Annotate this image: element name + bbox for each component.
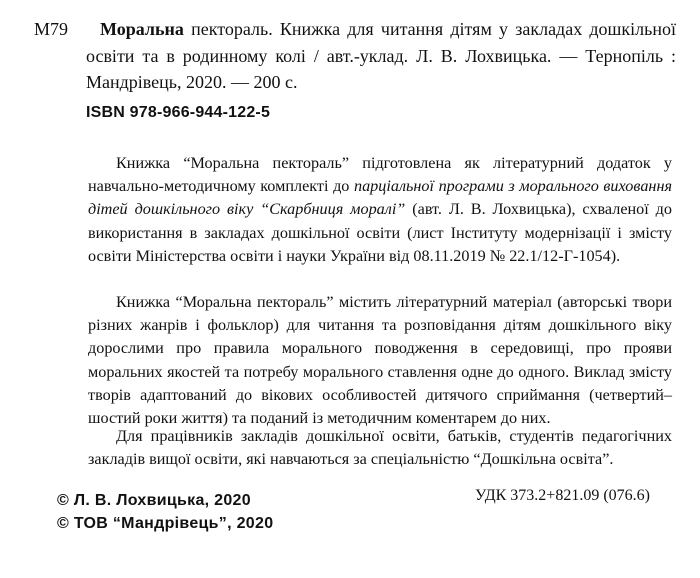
bibliographic-record	[86, 16, 676, 96]
annotation-text: Для працівників закладів дошкільної освіти, батьків, студентів педагогічних закладів вищої освіти, які навчаються за спеціальністю “Дошкільна освіта”.	[88, 427, 672, 469]
catalog-code: М79	[34, 19, 69, 39]
annotation-paragraph-3	[88, 425, 672, 471]
annotation-paragraph-1	[88, 152, 672, 268]
program-title-italic: парціальної програми з морального виховання дітей дошкільного віку “Скарбниця моралі”	[88, 177, 672, 219]
annotation-text: Книжка “Моральна пектораль” підготовлена як літературний додаток у навчально-методичному комплекті до	[88, 154, 672, 196]
copyright-author: © Л. В. Лохвицька, 2020	[57, 492, 251, 509]
copyright-publisher: © ТОВ “Мандрівець”, 2020	[57, 515, 274, 532]
annotation-text: Книжка “Моральна пектораль” містить літературний матеріал (авторські твори різних жанрів і фольклор) для читання та розповідання дітям дошкільного віку дорослими про правила морального поводження в середовищі, про прояви моральних якостей та потребу морального ставлення одне до одного. Виклад змісту творів адаптований до вікових особливостей дитячого сприймання (четвертий–шостий роки життя) та поданий із методичним коментарем до них.	[88, 293, 672, 428]
isbn: ISBN 978-966-944-122-5	[86, 104, 271, 121]
annotation-text: (авт. Л. В. Лохвицька), схваленої до використання в закладах дошкільної освіти (лист Інституту модернізації і змісту освіти Міністерства освіти і науки України від 08.11.2019 № 22.1/12-Г-1054).	[88, 200, 672, 265]
udk-code: УДК 373.2+821.09 (076.6)	[475, 487, 650, 504]
title-bold: Моральна	[100, 19, 184, 39]
bibliographic-rest: пектораль. Книжка для читання дітям у закладах дошкільної освіти та в родинному колі / авт.-уклад. Л. В. Лохвицька. — Тернопіль : Мандрівець, 2020. — 200 с.	[86, 19, 676, 92]
annotation-paragraph-2	[88, 291, 672, 430]
